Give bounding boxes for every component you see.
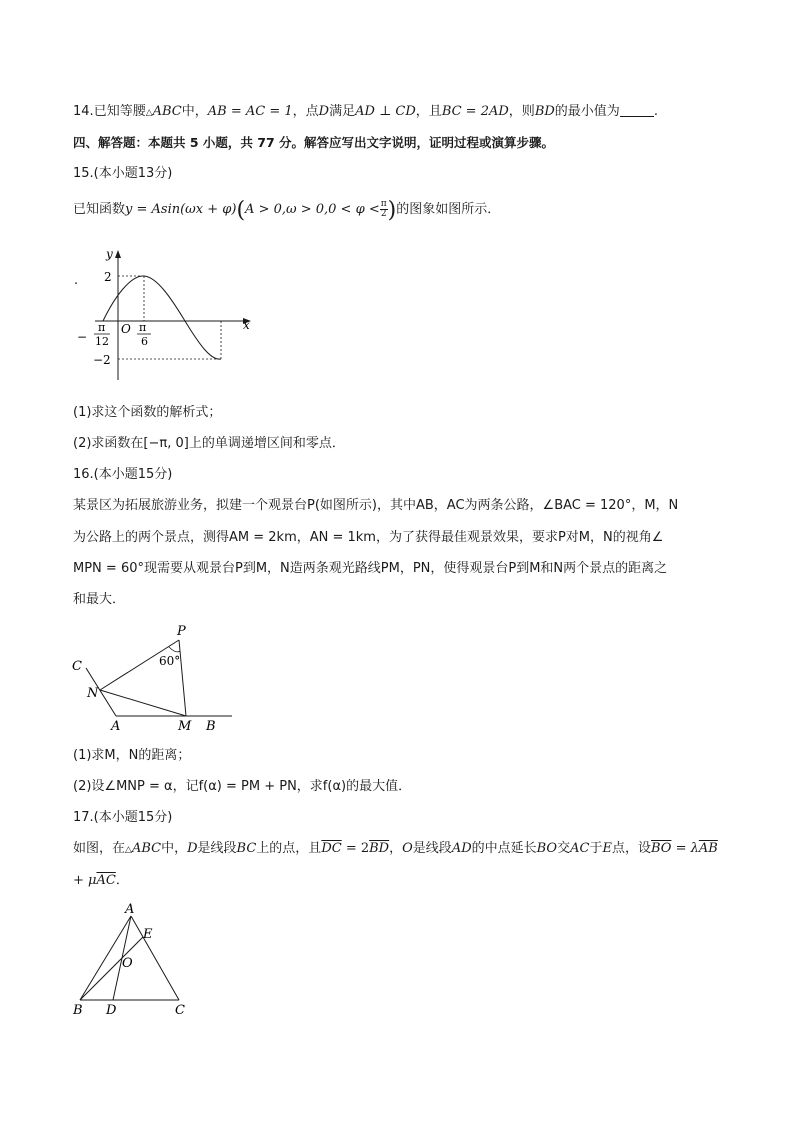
label-a: A [125, 902, 135, 917]
y-max-label: 2 [104, 270, 112, 284]
left-tick-den: 12 [95, 335, 109, 348]
label-c: C [72, 659, 82, 674]
vector-dc: $\overline{DC}$ [321, 841, 342, 856]
vector-ab: $\overline{AB}$ [698, 841, 718, 856]
segment-nm [100, 690, 186, 716]
label-p: P [177, 624, 186, 639]
label-o: O [122, 956, 133, 971]
label-d: D [106, 1003, 117, 1018]
question-16-line-1: 某景区为拓展旅游业务，拟建一个观景台P(如图所示)，其中AB，AC为两条公路，∠BAC = 120°，M，N [73, 498, 679, 513]
question-14: 14.已知等腰△ABC中，AB = AC = 1，点D满足AD ⊥ CD，且BC = 2AD，则BD的最小值为 . [73, 104, 658, 119]
question-16-part-2: (2)设∠MNP = α，记f(α) = PM + PN，求f(α)的最大值． [73, 779, 412, 794]
left-tick-minus: − [77, 330, 88, 344]
label-c: C [175, 1003, 185, 1018]
sine-curve [103, 276, 221, 359]
question-16-line-4: 和最大． [73, 592, 126, 607]
side-ac [131, 916, 179, 1000]
y-min-label: −2 [93, 353, 111, 367]
label-b: B [73, 1003, 83, 1018]
y-axis-label: y [106, 247, 113, 261]
question-15-statement: 已知函数y = Asin(ωx + φ)(A > 0,ω > 0,0 < φ < $\frac{\pi}{2}$ )的图象如图所示． [73, 198, 501, 223]
observation-deck-figure [70, 620, 240, 735]
label-e: E [143, 927, 153, 942]
answer-blank [620, 104, 654, 117]
right-tick-den: 6 [141, 335, 148, 348]
question-17-line-1: 如图，在△ABC中，D是线段BC上的点，且$\overline{DC} = 2\overline{BD}$，O是线段AD的中点延长BO交AC于E点，设$\overline{BO} = \lambda\overline{AB}$ [73, 841, 718, 856]
label-a: A [111, 719, 121, 734]
question-15-header: 15.(本小题13分) [73, 166, 173, 181]
x-axis-label: x [243, 318, 250, 332]
angle-arc-p [169, 647, 180, 652]
angle-label: 60° [159, 654, 181, 668]
segment-be [80, 937, 143, 1000]
stray-dot: . [74, 273, 79, 288]
question-16-header: 16.(本小题15分) [73, 467, 173, 482]
question-16-line-3: MPN = 60°现需要从观景台P到M，N造两条观光路线PM，PN，使得观景台P到M和N两个景点的距离之 [73, 561, 668, 576]
vector-ac: $\overline{AC}$ [96, 873, 116, 888]
vector-bo: $\overline{BO}$ [650, 841, 672, 856]
question-15-part-2: (2)求函数在[−π, 0]上的单调递增区间和零点． [73, 436, 345, 451]
left-tick-num: π [98, 321, 106, 334]
question-15-part-1: (1)求这个函数的解析式； [73, 405, 222, 420]
section-heading: 四、解答题：本题共 5 小题，共 77 分。解答应写出文字说明，证明过程或演算步骤。 [73, 135, 555, 150]
origin-label: O [121, 322, 131, 336]
y-axis-arrow [115, 250, 121, 258]
label-m: M [178, 719, 192, 734]
question-17-line-2: + $\mu\overline{AC}$． [73, 873, 129, 888]
question-16-part-1: (1)求M，N的距离； [73, 748, 191, 763]
triangle-figure [70, 900, 195, 1020]
label-n: N [87, 686, 99, 701]
label-b: B [206, 719, 216, 734]
right-tick-num: π [139, 321, 147, 334]
question-16-line-2: 为公路上的两个景点，测得AM = 2km，AN = 1km，为了获得最佳观景效果，要求P对M，N的视角∠ [73, 530, 664, 545]
fraction-pi-over-2: $\frac{\pi}{2}$ [380, 199, 387, 219]
sine-graph [73, 240, 258, 385]
question-17-header: 17.(本小题15分) [73, 810, 173, 825]
vector-bd: $\overline{BD}$ [369, 841, 390, 856]
